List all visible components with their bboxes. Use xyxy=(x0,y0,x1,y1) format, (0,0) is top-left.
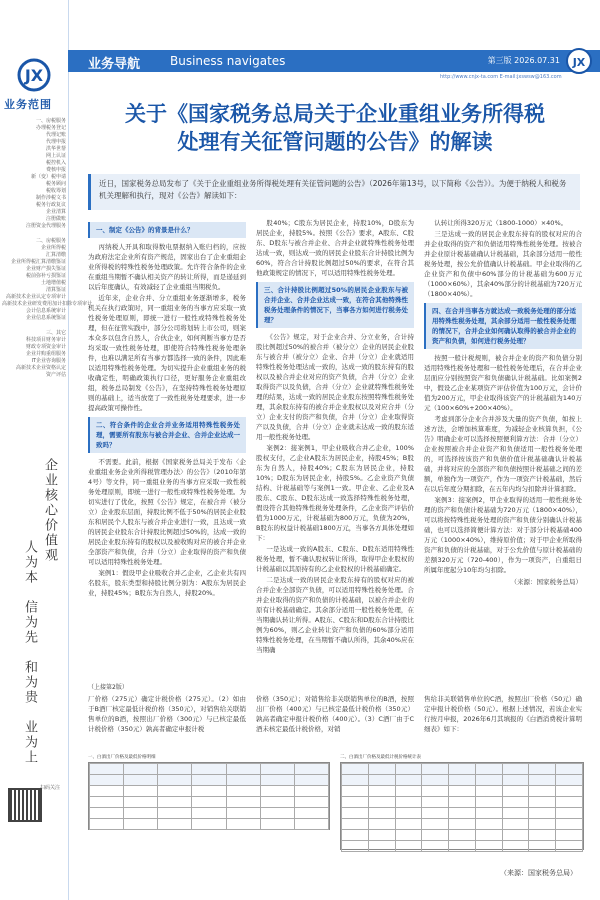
table-cell xyxy=(395,841,422,852)
section-title-en: Business navigates xyxy=(170,54,286,68)
company-logo-icon xyxy=(8,58,60,92)
table-cell xyxy=(226,819,260,830)
table-cell xyxy=(342,841,369,852)
table-1-title: 一、白酒出厂价格及最低价格明细 xyxy=(88,755,156,760)
table-cell xyxy=(124,764,158,775)
table-row xyxy=(90,775,329,786)
issue-date: 第三版 2026.07.31 xyxy=(487,56,560,65)
service-item: 新（变）税申请 xyxy=(30,174,66,180)
table-row xyxy=(90,786,329,797)
service-item: 税务顾问 xyxy=(45,181,66,187)
section-heading: 一、制定《公告》的背景是什么？ xyxy=(88,222,246,238)
table-cell xyxy=(368,786,395,797)
service-item: IT企业咨询服务 xyxy=(31,358,66,364)
table-cell xyxy=(529,797,556,808)
service-item: 企业所得税 xyxy=(40,245,66,251)
table-cell xyxy=(475,786,502,797)
table-cell xyxy=(124,819,158,830)
service-item: 代理记账 xyxy=(45,132,66,138)
service-item: 三、其它 xyxy=(45,330,66,336)
table-cell xyxy=(422,808,449,819)
table-row xyxy=(342,808,583,819)
table-cell xyxy=(529,764,556,775)
paragraph: 近年来，企业合并、分立重组业务逐渐增多，税务机关在执行政策时，同一重组业务的当事方应采取一致性税务处理原则，即统一进行一般性或特殊性税务处理，但在征管实践中，部分公司将划转上市公司，则案本众多以包含自然人，合伙企业，如何判断当事方是否均采取一致性税务处理，即使符合特殊性税务处理条件，也难以满足所有当事方都选择一致的条件，因此难以适用特殊性税务处理。为切实提升企业重组业务的税收确定性，明确政策执行口径，更好服务企业重组改组，税务总局制发《公告》，在坚持特殊性税务处理原则的基础上，适当放宽了一致性税务处理要求，进一步提高政策可操作性。 xyxy=(88,294,246,412)
table-cell xyxy=(422,797,449,808)
qr-code-icon[interactable] xyxy=(8,788,42,822)
table-cell xyxy=(192,775,226,786)
service-item: 注册做账 xyxy=(45,216,66,222)
table-cell xyxy=(90,764,124,775)
table-cell xyxy=(226,797,260,808)
article-title xyxy=(90,100,580,156)
table-cell xyxy=(368,808,395,819)
table-cell xyxy=(342,797,369,808)
article-column-1 xyxy=(88,218,246,599)
paragraph: 按照一般计税规则，被合并企业的资产和负债分别适用特殊性税务处理和一般性税务处理后，在合并企业层面应分别按照资产和负债确认计税基础。比如案例2中，假设乙企业某项资产评估价值为100万元，会计价值为200万元，甲企业取得该资产的计税基础为140万元（100×60%+200×40%）。 xyxy=(424,354,582,412)
service-item: 清算鉴证 xyxy=(45,287,66,293)
table-cell xyxy=(449,841,476,852)
table-cell xyxy=(294,819,328,830)
table-cell xyxy=(294,808,328,819)
paragraph: 案例3：接案例2，甲企业取得的适用一般性税务处理的资产和负债计税基础为720万元（1800×40%），可以将按特殊性税务处理的资产和负债分别确认计税基础，也可以选择简便计算方法：对于部分计税基础400万元（1000×40%），维持原价值；对于甲企业所取得资产和负债的计税基础，对于公允价值与原计税基础的差额320万元（720-400），作为一项资产，自重组日所属年度起分10年均匀扣除。 xyxy=(424,496,582,574)
service-item: 网上认证 xyxy=(45,153,66,159)
service-item: 土地增值税 xyxy=(40,280,66,286)
table-cell xyxy=(422,830,449,841)
service-item: 制作涉税文书 xyxy=(35,195,66,201)
service-list xyxy=(2,118,93,387)
bottom-column-1: 厂价格（275元）确定计税价格（275元）。（2）如由于B酒厂核定最低计税价格（350元），对销售给关联销售单位的B酒，按照出厂价格（300元）与已核定最低计税价格（350元）孰高者确定申报计税 xyxy=(88,695,246,733)
core-value-line: 信为先 xyxy=(22,600,37,645)
table-cell xyxy=(368,775,395,786)
paragraph: 二是达成一致的居民企业股东持有的股权对应的被合并企业全部资产负债，可以适用特殊性税务处理。合并企业取得的资产和负债的计税基础，以被合并企业的原有计税基础确定。其余部分适用一般性税务处理，在当期确认转让所得。A股东、C股东和D股东合计持股比例为60%，则乙企业转让资产和负债的60%部分适用特殊性税务处理，在当期暂不确认所得，其余40%应在当期确 xyxy=(256,576,414,654)
table-cell xyxy=(475,830,502,841)
table-row xyxy=(342,841,583,852)
core-value-line: 业为上 xyxy=(22,720,37,765)
table-cell xyxy=(368,819,395,830)
table-cell xyxy=(422,775,449,786)
service-item: 会计信息系统审计 xyxy=(25,308,66,314)
table-cell xyxy=(192,764,226,775)
service-item: 费核申报 xyxy=(45,167,66,173)
table-cell xyxy=(226,775,260,786)
table-cell xyxy=(260,808,294,819)
service-item: 汇算清缴 xyxy=(45,252,66,258)
table-cell xyxy=(158,764,192,775)
table-cell xyxy=(449,764,476,775)
service-item: 洪华世帮 xyxy=(45,146,66,152)
table-cell xyxy=(529,830,556,841)
table-cell xyxy=(90,786,124,797)
table-row xyxy=(342,797,583,808)
service-item: 资产评估 xyxy=(45,372,66,378)
table-cell xyxy=(475,775,502,786)
table-cell xyxy=(226,764,260,775)
table-cell xyxy=(294,797,328,808)
table-cell xyxy=(90,775,124,786)
service-item: 企业所得税汇算清缴鉴证 xyxy=(10,259,66,265)
table-cell xyxy=(529,786,556,797)
table-cell xyxy=(260,764,294,775)
paragraph: 考虑到部分企业合并涉及大量的资产负债，如按上述方法，会增加核算难度，为减轻企业核算负担，《公告》明确企业可以选择按照便利算方法：合并（分立）企业按照被合并企业资产和负债适用一般性税务处理的，可选择按该资产和负债价值计税基础确认计税基础，并将对应的全部资产和负债按照计税基础之间的差额，单独作为一项资产，作为一项资产计税基础，然后在以后年度分期扣除，在五年内均匀扣除并计算扣除。 xyxy=(424,415,582,493)
table-cell xyxy=(449,830,476,841)
table-cell xyxy=(226,786,260,797)
table-cell xyxy=(368,797,395,808)
service-item: 办理税务登记 xyxy=(35,125,66,131)
table-cell xyxy=(124,786,158,797)
service-item: 二、房税服务 xyxy=(35,238,66,244)
table-cell xyxy=(449,786,476,797)
paragraph: 一是达成一致的A股东、C股东、D股东适用特殊性税务处理，暂不确认股权转让所得，取得甲企业股权的计税基础以其原持有的乙企业股权的计税基础确定。 xyxy=(256,545,414,573)
table-cell xyxy=(342,775,369,786)
table-cell xyxy=(556,786,583,797)
article-intro: 近日，国家税务总局发布了《关于企业重组业务所得税处理有关征管问题的公告》（2026年第13号，以下简称《公告》）。为便于纳税人和税务机关理解和执行，现对《公告》解读如下： xyxy=(88,174,580,210)
section-header xyxy=(68,50,600,72)
table-cell xyxy=(192,797,226,808)
table-cell xyxy=(226,808,260,819)
service-item: 一、房税服务 xyxy=(35,118,66,124)
service-item: 税务行政复议 xyxy=(35,202,66,208)
table-cell xyxy=(556,764,583,775)
table-cell xyxy=(475,764,502,775)
table-cell xyxy=(395,808,422,819)
table-cell xyxy=(556,808,583,819)
bottom-column-3: 售给非关联销售单位的C酒，按照出厂价格（50元）确定申报计税价格（50元）。根据上述情况，若该企业实行按月申报，2026年6月其填报的《白酒消费税计算明细表》如下： xyxy=(424,695,582,733)
table-cell xyxy=(294,764,328,775)
table-cell xyxy=(422,764,449,775)
table-cell xyxy=(502,797,529,808)
table-cell xyxy=(124,797,158,808)
table-cell xyxy=(529,808,556,819)
service-item: 税前弥补亏损鉴证 xyxy=(25,273,66,279)
paragraph: 认转让所得320万元（1800-1000）×40%。 xyxy=(434,219,568,227)
table-cell xyxy=(158,775,192,786)
table-cell xyxy=(556,841,583,852)
section-heading: 二、符合条件的企业合并业务适用特殊性税务处理，需要所有股东与被合并企业、合并企业达成一致吗？ xyxy=(88,417,246,453)
qr-caption: 扫码关注 xyxy=(40,785,61,791)
table-cell xyxy=(368,764,395,775)
table-cell xyxy=(395,819,422,830)
table-2-title: 二、白酒出厂价格及最低计税价格统计表 xyxy=(340,755,421,760)
table-cell xyxy=(449,797,476,808)
paragraph: 丙纳税人开具和取得数电票据纳入账归档的，应按为政府法定企业所有资产规范，固家出台了企业重组企业所得税的特殊性税务处理政策。允许符合条件的企业在重组当期暂不确认相关资产的转让所得，而是递延到以后年度确认，有效减轻了企业重组当期税负。 xyxy=(88,243,246,291)
table-cell xyxy=(294,775,328,786)
table-cell xyxy=(158,786,192,797)
service-item: 企业信息系统鉴证 xyxy=(25,315,66,321)
table-row xyxy=(342,830,583,841)
table-cell xyxy=(342,786,369,797)
table-cell xyxy=(192,819,226,830)
article-title-line1: 关于《国家税务总局关于企业重组业务所得税 xyxy=(125,102,545,126)
table-cell xyxy=(556,819,583,830)
core-value-line: 和为贵 xyxy=(22,660,37,705)
bottom-column-2: 价格（350元）；对销售给非关联销售单位的B酒，按照出厂价格（400元）与已核定最低计税价格（350元）孰高者确定申报计税价格（400元）。（3）C酒厂由于C酒未核定最低计税价格，对销 xyxy=(256,695,414,733)
table-cell xyxy=(502,830,529,841)
table-cell xyxy=(192,808,226,819)
table-cell xyxy=(502,819,529,830)
table-cell xyxy=(529,775,556,786)
table-cell xyxy=(422,786,449,797)
table-cell xyxy=(475,808,502,819)
service-item: 注册资金代理服务 xyxy=(25,223,66,229)
section-heading: 三、合计持股比例超过50%的居民企业股东与被合并企业、合并企业达成一致，在符合其他特殊性税务处理条件的情况下，当事各方如何进行税务处理？ xyxy=(256,282,414,328)
continued-label: （上接第2版） xyxy=(88,684,128,691)
sidebar-title: 业务范围 xyxy=(4,98,52,111)
article-column-2 xyxy=(256,218,414,656)
table-cell xyxy=(449,819,476,830)
paragraph: 案例2：接案例1，甲企业吸收合并乙企业，100%股权支付，乙企业A股东为居民企业，持股45%；B股东为自然人，持股40%；C股东为居民企业，持股10%；D股东为居民企业，持股5%。乙企业资产负债结构、计税基础等与案例1一致。甲企业、乙企业及A股东、C股东、D股东达成一致选择特殊性税务处理，假设符合其他特殊性税务处理条件，乙企业资产评估价值为1000万元，计税基础为800万元，负债为20%，B股东的权益计税基础1800万元，当事各方具体处理如下： xyxy=(256,444,414,542)
service-item: 高新技术企业资格认定 xyxy=(15,365,66,371)
sidebar xyxy=(0,0,93,900)
table-cell xyxy=(556,775,583,786)
table-cell xyxy=(395,830,422,841)
section-heading: 四、在合并当事各方就达成一致税务处理的部分适用特殊性税务处理，其余部分适用一般性税务处理的情况下，合并企业如何确认取得的被合并企业的资产和负债，如何进行税务处理？ xyxy=(424,303,582,349)
service-item: 高新技术企业认定专项审计 xyxy=(5,294,66,300)
table-cell xyxy=(475,797,502,808)
header-logo-icon xyxy=(565,46,593,76)
table-cell xyxy=(260,797,294,808)
table-cell xyxy=(395,764,422,775)
service-item: 企业财产损失鉴证 xyxy=(25,266,66,272)
table-cell xyxy=(342,830,369,841)
article-title-line2: 处理有关征管问题的公告》的解读 xyxy=(177,130,493,154)
table-cell xyxy=(475,819,502,830)
table-cell xyxy=(192,786,226,797)
table-cell xyxy=(90,819,124,830)
service-item: 科技项目财务审计 xyxy=(25,337,66,343)
table-cell xyxy=(502,764,529,775)
paragraph: 三是达成一致的居民企业股东持有的股权对应的合并企业取得的资产和负债适用特殊性税务处理。按被合并企业原计税基础确认计税基础，其余部分适用一般性税务处理，按公允价值确认计税基础。甲企业取得的乙企业资产和负债中60%部分的计税基础为600万元（1000×60%），其余40%部分的计税基础为720万元（1800×40%）。 xyxy=(424,230,582,298)
table-cell xyxy=(342,819,369,830)
table-cell xyxy=(158,819,192,830)
table-cell xyxy=(124,775,158,786)
table-row xyxy=(90,808,329,819)
service-item: 企业清算 xyxy=(45,209,66,215)
table-cell xyxy=(90,797,124,808)
table-row xyxy=(90,764,329,775)
table-cell xyxy=(260,775,294,786)
article-column-3 xyxy=(424,218,582,587)
table-row xyxy=(90,819,329,830)
section-title: 业务导航 xyxy=(88,57,141,72)
service-item: 财政专项资金审计 xyxy=(25,344,66,350)
final-source: （来源：国家税务总局） xyxy=(500,869,577,877)
table-cell xyxy=(502,808,529,819)
table-cell xyxy=(260,786,294,797)
service-item: 代理申报 xyxy=(45,139,66,145)
service-item: 企业并购重组服务 xyxy=(25,351,66,357)
table-cell xyxy=(395,775,422,786)
table-cell xyxy=(260,819,294,830)
table-cell xyxy=(422,819,449,830)
table-row xyxy=(342,786,583,797)
table-cell xyxy=(158,808,192,819)
table-cell xyxy=(395,786,422,797)
table-2 xyxy=(340,762,584,850)
table-cell xyxy=(475,841,502,852)
table-row xyxy=(342,764,583,775)
paragraph: 案例1：假设甲企业吸收合并乙企业，乙企业共有四名股东，股东类型和持股比例分别为：A股东为居民企业，持股45%；B股东为自然人，持股20%。 xyxy=(88,569,246,597)
table-cell xyxy=(90,808,124,819)
article-source: （来源：国家税务总局） xyxy=(510,578,582,586)
svg-text:JX: JX xyxy=(24,66,44,85)
table-cell xyxy=(395,797,422,808)
table-cell xyxy=(502,775,529,786)
table-cell xyxy=(294,786,328,797)
table-row xyxy=(90,797,329,808)
table-cell xyxy=(422,841,449,852)
paragraph: 不需要。此前，根据《国家税务总局关于发布〈企业重组业务企业所得税管理办法〉的公告》（2010年第4号）等文件，同一重组业务的当事方应采取一致性税务处理原则，即统一进行一般性或特殊性税务处理。为切实进行了优化，按照《公告》规定，在被合并（被分立）企业股东层面，持股比例不低于50%的居民企业股东和居民个人股东与被合并企业进行一致，且达成一致的居民企业股东合计持股比例超过50%的，达成一致的居民企业股东持有的股权以及被收购对应的被合并企业全部资产和负债，合并（分立）企业取得的资产和负债可以适用特殊性税务处理。 xyxy=(88,458,246,566)
table-row xyxy=(342,775,583,786)
table-cell xyxy=(368,841,395,852)
core-value-line: 企业核心价值观 xyxy=(42,458,57,563)
table-cell xyxy=(449,775,476,786)
table-cell xyxy=(529,841,556,852)
service-item: 税收筹划 xyxy=(45,188,66,194)
core-value-line: 人为本 xyxy=(22,540,37,585)
table-cell xyxy=(124,808,158,819)
table-cell xyxy=(158,797,192,808)
table-cell xyxy=(342,808,369,819)
paragraph: 《公告》规定，对于企业合并、分立业务，合计持股比例超过50%的被合并（被分立）企业的居民企业股东与被合并（被分立）企业、合并（分立）企业就适用特殊性税务处理达成一致的，达成一致的股东持有的股权以及被合并企业对应的资产负债，合并（分立）企业取得资产以及负债，合并（分立）企业就特殊性税务处理的结果，达成一致的居民企业股东按照特殊性税务处理，其余股东持有的被合并企业股权以及对应合并（分立）企业支付的资产和负债，合并（分立）企业取得资产以及负债，合并（分立）企业就未达成一致的股东适用一般性税务处理。 xyxy=(256,333,414,441)
contact-url[interactable]: http://www.cnjx-ta.com E-mail:jxswsw@163.com xyxy=(440,74,562,80)
paragraph: 股40%；C股东为居民企业，持股10%，D股东为居民企业，持股5%。按照《公告》要求，A股东、C股东、D股东与被合并企业、合并企业就特殊性税务处理达成一致，则达成一致的居民企业股东合计持股比例为60%，符合合计持股比例超过50%的要求，在符合其他政策规定的情况下，可以适用特殊性税务处理。 xyxy=(256,219,414,277)
table-cell xyxy=(556,830,583,841)
table-1 xyxy=(88,762,330,830)
table-cell xyxy=(556,797,583,808)
table-cell xyxy=(449,808,476,819)
table-cell xyxy=(502,841,529,852)
svg-text:JX: JX xyxy=(572,56,586,69)
table-cell xyxy=(502,786,529,797)
table-cell xyxy=(368,830,395,841)
table-cell xyxy=(342,764,369,775)
service-item: 税控机入 xyxy=(45,160,66,166)
service-item: 高新技术企业研发费用加计扣除专项审计 xyxy=(2,301,93,307)
table-row xyxy=(342,819,583,830)
table-cell xyxy=(529,819,556,830)
